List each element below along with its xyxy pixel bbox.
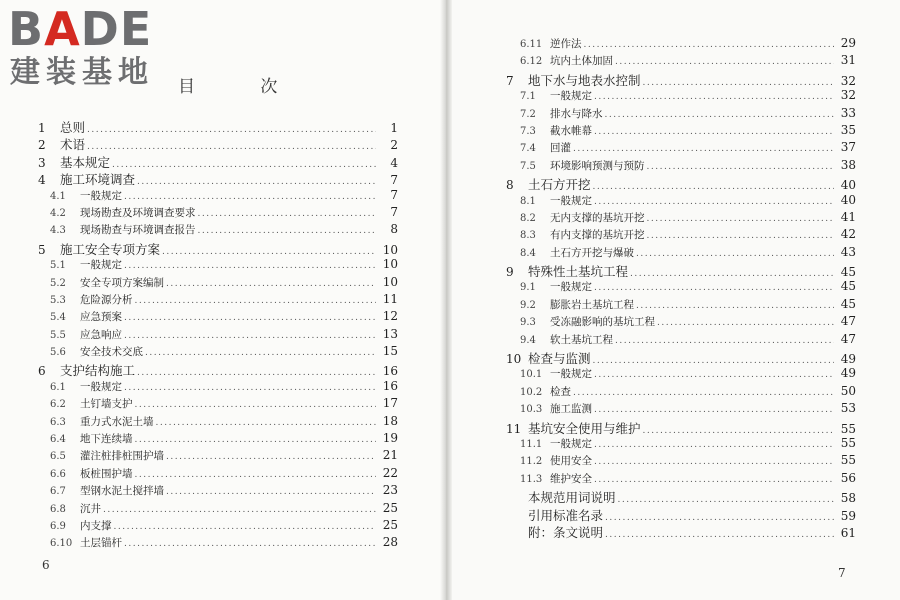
toc-entry[interactable]: [506, 123, 856, 140]
toc-dot-leader: [594, 197, 834, 207]
toc-entry-title: 有内支撑的基坑开挖: [550, 229, 645, 242]
toc-entry-number: 7.1: [520, 91, 536, 103]
toc-entry-number: 6.7: [50, 486, 66, 498]
toc-dot-leader: [657, 318, 834, 328]
toc-entry-title: 逆作法: [550, 38, 582, 50]
toc-entry-title: 受冻融影响的基坑工程: [550, 316, 655, 329]
toc-entry-title: 危险源分析: [80, 293, 133, 306]
toc-entry-title: 使用安全: [550, 455, 592, 468]
toc-entry-page: 17: [382, 396, 398, 411]
toc-entry-page: 45: [840, 296, 856, 311]
toc-entry-number: 8.3: [520, 230, 536, 242]
toc-entry-title: 地下连续墙: [80, 433, 133, 446]
toc-entry-page: 58: [840, 491, 856, 506]
toc-entry-page: 42: [840, 227, 856, 242]
toc-dot-leader: [137, 368, 376, 378]
toc-entry-page: 47: [840, 331, 856, 346]
toc-entry[interactable]: [38, 327, 398, 344]
toc-entry[interactable]: [506, 401, 856, 418]
toc-entry[interactable]: [506, 453, 856, 470]
toc-entry-page: 10: [382, 274, 398, 289]
toc-dot-leader: [112, 160, 376, 170]
toc-entry-page: 7: [390, 187, 398, 202]
toc-entry-page: 29: [840, 36, 856, 50]
toc-entry-page: 16: [382, 378, 398, 393]
toc-entry-page: 7: [390, 173, 398, 188]
toc-entry-page: 31: [840, 53, 856, 68]
toc-dot-leader: [630, 269, 834, 279]
toc-entry-number: 10.2: [520, 386, 543, 398]
toc-entry-number: 6.1: [50, 381, 66, 393]
toc-dot-leader: [137, 177, 376, 187]
toc-entry[interactable]: [38, 483, 398, 500]
toc-entry-page: 10: [382, 257, 398, 272]
toc-entry[interactable]: [38, 448, 398, 465]
toc-entry-page: 32: [840, 73, 856, 88]
toc-entry[interactable]: [506, 227, 856, 244]
toc-entry-title: 总则: [60, 120, 86, 135]
toc-entry-page: 49: [840, 366, 856, 381]
toc-entry-page: 37: [840, 140, 856, 155]
toc-entry-page: 13: [382, 326, 398, 341]
toc-entry-page: 47: [840, 314, 856, 329]
toc-entry-page: 55: [840, 421, 856, 436]
toc-entry[interactable]: [38, 118, 398, 135]
toc-entry-page: 21: [382, 448, 398, 463]
toc-entry[interactable]: [38, 309, 398, 326]
toc-dot-leader: [605, 513, 834, 523]
toc-entry-title: 检查: [550, 385, 571, 398]
toc-dot-leader: [593, 182, 834, 192]
toc-entry-number: 8.1: [520, 195, 536, 207]
toc-entry-number: 6.9: [50, 520, 66, 532]
toc-entry-title: 膨胀岩土基坑工程: [550, 298, 634, 311]
toc-entry-page: 23: [382, 483, 398, 498]
toc-entry[interactable]: [38, 275, 398, 292]
toc-dot-leader: [135, 435, 377, 445]
toc-entry-number: 2: [38, 138, 46, 153]
toc-entry-number: 6.4: [50, 434, 66, 446]
toc-dot-leader: [594, 370, 834, 380]
toc-dot-leader: [156, 418, 377, 428]
toc-dot-leader: [87, 125, 376, 135]
toc-entry[interactable]: [38, 466, 398, 483]
toc-entry-title: 一般规定: [80, 189, 122, 202]
toc-entry-title: 施工安全专项方案: [60, 241, 161, 257]
toc-entry-number: 10.3: [520, 404, 543, 416]
toc-entry-number: 10.1: [520, 369, 543, 381]
toc-dot-leader: [605, 530, 834, 540]
toc-entry[interactable]: [506, 279, 856, 296]
toc-entry-page: 25: [382, 517, 398, 532]
toc-entry[interactable]: [38, 396, 398, 413]
toc-entry-title: 地下水与地表水控制: [528, 72, 641, 88]
toc-entry[interactable]: [506, 140, 856, 157]
toc-entry-page: 11: [382, 291, 398, 306]
toc-entry-title: 附：条文说明: [528, 524, 604, 540]
toc-entry[interactable]: [506, 488, 856, 505]
toc-entry-title: 板桩围护墙: [80, 467, 133, 480]
toc-entry-number: 6.12: [520, 56, 543, 68]
toc-dot-leader: [573, 144, 834, 154]
toc-entry-page: 59: [840, 508, 856, 523]
toc-entry-number: 11.2: [520, 456, 543, 468]
toc-entry-title: 本规范用词说明: [528, 490, 616, 506]
toc-dot-leader: [135, 296, 377, 306]
toc-dot-leader: [124, 331, 376, 341]
page-number-right: 7: [838, 566, 846, 580]
toc-dot-leader: [594, 283, 834, 293]
toc-dot-leader: [198, 226, 377, 236]
toc-dot-leader: [584, 40, 835, 50]
toc-entry-page: 19: [382, 431, 398, 446]
toc-entry-title: 安全专项方案编制: [80, 276, 164, 289]
toc-dot-leader: [636, 249, 834, 259]
toc-entry[interactable]: [38, 222, 398, 239]
toc-entry-title: 坑内土体加固: [550, 55, 613, 68]
toc-entry-title: 一般规定: [550, 281, 592, 294]
toc-entry-number: 5.4: [50, 312, 66, 324]
toc-dot-leader: [594, 475, 834, 485]
toc-entry-title: 一般规定: [550, 368, 592, 381]
toc-entry-page: 55: [840, 453, 856, 468]
toc-dot-leader: [647, 162, 835, 172]
toc-entry-title: 应急响应: [80, 328, 122, 341]
toc-entry-title: 重力式水泥土墙: [80, 415, 154, 428]
toc-dot-leader: [124, 539, 376, 549]
toc-entry-title: 内支撑: [80, 519, 112, 532]
toc-entry-page: 53: [840, 401, 856, 416]
toc-entry-page: 49: [840, 352, 856, 367]
toc-entry[interactable]: [506, 419, 856, 436]
toc-entry-title: 一般规定: [550, 90, 592, 103]
toc-dot-leader: [124, 383, 376, 393]
toc-entry-number: 6: [38, 364, 46, 379]
toc-entry[interactable]: [38, 205, 398, 222]
toc-entry[interactable]: [506, 158, 856, 175]
toc-entry[interactable]: [506, 436, 856, 453]
toc-entry[interactable]: [506, 384, 856, 401]
toc-entry-title: 软土基坑工程: [550, 333, 613, 346]
toc-entry-page: 55: [840, 435, 856, 450]
toc-entry-title: 沉井: [80, 502, 101, 515]
toc-entry-number: 11: [506, 421, 522, 436]
toc-entry-title: 应急预案: [80, 311, 122, 324]
toc-entry[interactable]: [506, 523, 856, 540]
toc-entry[interactable]: [506, 53, 856, 70]
toc-entry-title: 安全技术交底: [80, 346, 143, 359]
toc-entry[interactable]: [506, 36, 856, 53]
toc-entry-page: 28: [382, 535, 398, 550]
toc-entry-number: 4.1: [50, 190, 66, 202]
toc-entry[interactable]: [506, 349, 856, 366]
toc-entry-page: 38: [840, 157, 856, 172]
toc-entry-number: 8: [506, 178, 514, 193]
toc-entry-page: 50: [840, 383, 856, 398]
toc-entry-title: 支护结构施工: [60, 363, 136, 379]
toc-dot-leader: [618, 495, 834, 505]
toc-entry-page: 8: [390, 222, 398, 237]
toc-entry-number: 5.5: [50, 329, 66, 341]
toc-entry-title: 回灌: [550, 142, 571, 155]
page-number-left: 6: [42, 558, 50, 572]
toc-entry-number: 7: [506, 73, 514, 88]
toc-dot-leader: [615, 336, 834, 346]
toc-entry-title: 环境影响预测与预防: [550, 159, 645, 172]
toc-list-left: [38, 118, 398, 553]
toc-dot-leader: [124, 192, 376, 202]
logo-subtitle: 建装基地: [10, 55, 154, 90]
toc-entry-number: 7.3: [520, 125, 536, 137]
toc-entry[interactable]: [38, 188, 398, 205]
toc-entry[interactable]: [38, 501, 398, 518]
toc-entry-title: 现场勘查及环境调查要求: [80, 206, 196, 219]
toc-entry-page: 10: [382, 242, 398, 257]
toc-dot-leader: [198, 209, 377, 219]
toc-entry-page: 40: [840, 192, 856, 207]
toc-entry-title: 检查与监测: [528, 351, 591, 367]
toc-entry-number: 8.2: [520, 212, 536, 224]
toc-list-right: [506, 36, 856, 540]
toc-entry-number: 4.3: [50, 225, 66, 237]
toc-entry-number: 6.8: [50, 503, 66, 515]
toc-entry[interactable]: [506, 175, 856, 192]
toc-entry-number: 8.4: [520, 247, 536, 259]
toc-entry[interactable]: [38, 135, 398, 152]
toc-entry[interactable]: [506, 193, 856, 210]
toc-entry[interactable]: [38, 535, 398, 552]
toc-entry-page: 45: [840, 279, 856, 294]
toc-entry-title: 一般规定: [550, 437, 592, 450]
toc-dot-leader: [615, 57, 834, 67]
toc-entry[interactable]: [506, 262, 856, 279]
toc-entry-page: 43: [840, 244, 856, 259]
toc-entry-number: 5.2: [50, 277, 66, 289]
toc-entry-title: 土钉墙支护: [80, 398, 133, 411]
toc-entry[interactable]: [506, 88, 856, 105]
toc-dot-leader: [643, 426, 834, 436]
toc-entry-number: 5: [38, 242, 46, 257]
toc-dot-leader: [594, 127, 834, 137]
toc-dot-leader: [643, 78, 834, 88]
toc-dot-leader: [166, 452, 376, 462]
toc-entry-title: 一般规定: [80, 259, 122, 272]
toc-entry[interactable]: [38, 361, 398, 378]
toc-entry[interactable]: [38, 292, 398, 309]
toc-entry-page: 32: [840, 88, 856, 103]
toc-entry-page: 45: [840, 265, 856, 280]
toc-entry-number: 7.4: [520, 143, 536, 155]
toc-dot-leader: [103, 505, 376, 515]
toc-entry-page: 1: [390, 121, 398, 135]
logo-wordmark: BADE: [8, 2, 153, 56]
toc-entry[interactable]: [38, 240, 398, 257]
toc-dot-leader: [135, 470, 377, 480]
toc-dot-leader: [166, 279, 376, 289]
toc-entry[interactable]: [506, 297, 856, 314]
toc-entry-page: 61: [840, 525, 856, 540]
toc-dot-leader: [114, 522, 377, 532]
toc-entry-number: 5.6: [50, 347, 66, 359]
toc-entry-number: 7.2: [520, 108, 536, 120]
toc-entry[interactable]: [506, 332, 856, 349]
toc-entry-number: 4: [38, 173, 46, 188]
toc-entry[interactable]: [38, 431, 398, 448]
toc-entry-title: 型钢水泥土搅拌墙: [80, 485, 164, 498]
toc-entry-number: 3: [38, 155, 46, 170]
toc-entry[interactable]: [506, 366, 856, 383]
toc-entry-page: 15: [382, 344, 398, 359]
toc-entry-title: 无内支撑的基坑开挖: [550, 211, 645, 224]
toc-dot-leader: [605, 110, 835, 120]
toc-entry-number: 11.3: [520, 473, 543, 485]
toc-entry-title: 基坑安全使用与维护: [528, 420, 641, 436]
toc-dot-leader: [124, 313, 376, 323]
toc-dot-leader: [594, 92, 834, 102]
toc-entry[interactable]: [506, 506, 856, 523]
toc-entry-page: 18: [382, 413, 398, 428]
toc-entry[interactable]: [38, 153, 398, 170]
toc-entry[interactable]: [506, 71, 856, 88]
toc-entry-number: 6.11: [520, 39, 543, 50]
toc-dot-leader: [145, 348, 376, 358]
toc-entry-number: 6.2: [50, 399, 66, 411]
toc-entry-title: 基本规定: [60, 154, 111, 170]
toc-entry-page: 2: [390, 138, 398, 153]
toc-dot-leader: [593, 356, 834, 366]
toc-entry-title: 施工环境调查: [60, 172, 136, 188]
toc-dot-leader: [636, 301, 834, 311]
bade-logo: [8, 4, 178, 94]
toc-entry[interactable]: [506, 245, 856, 262]
toc-entry-page: 7: [390, 204, 398, 219]
toc-entry-page: 56: [840, 470, 856, 485]
toc-entry-number: 6.6: [50, 468, 66, 480]
toc-entry-number: 9.3: [520, 317, 536, 329]
toc-entry-page: 25: [382, 500, 398, 515]
toc-entry-title: 术语: [60, 137, 86, 153]
toc-dot-leader: [166, 487, 376, 497]
toc-entry-number: 5.1: [50, 260, 66, 272]
toc-entry[interactable]: [38, 170, 398, 187]
toc-entry-number: 9.4: [520, 334, 536, 346]
toc-entry-title: 引用标准名录: [528, 507, 604, 523]
toc-entry-page: 40: [840, 178, 856, 193]
toc-entry[interactable]: [38, 379, 398, 396]
toc-entry[interactable]: [38, 257, 398, 274]
toc-entry-number: 6.3: [50, 416, 66, 428]
toc-dot-leader: [594, 457, 834, 467]
toc-entry[interactable]: [506, 314, 856, 331]
toc-entry-page: 22: [382, 465, 398, 480]
toc-entry-title: 一般规定: [550, 194, 592, 207]
toc-entry-number: 11.1: [520, 438, 543, 450]
toc-entry-page: 35: [840, 122, 856, 137]
toc-entry[interactable]: [506, 106, 856, 123]
toc-entry-number: 4.2: [50, 207, 66, 219]
toc-dot-leader: [87, 142, 376, 152]
toc-dot-leader: [594, 440, 834, 450]
toc-entry-title: 一般规定: [80, 380, 122, 393]
toc-entry-page: 41: [840, 209, 856, 224]
toc-entry-title: 土石方开挖与爆破: [550, 246, 634, 259]
book-gutter: [440, 0, 452, 600]
toc-dot-leader: [594, 405, 834, 415]
toc-entry-number: 6.5: [50, 451, 66, 463]
toc-entry-page: 4: [390, 155, 398, 170]
toc-dot-leader: [135, 400, 377, 410]
toc-entry-number: 9.1: [520, 282, 536, 294]
toc-dot-leader: [573, 388, 834, 398]
toc-entry-title: 排水与降水: [550, 107, 603, 120]
toc-entry-title: 施工监测: [550, 403, 592, 416]
toc-entry[interactable]: [38, 344, 398, 361]
toc-entry-title: 土层锚杆: [80, 537, 122, 550]
toc-dot-leader: [647, 231, 835, 241]
toc-dot-leader: [647, 214, 835, 224]
toc-entry-number: 10: [506, 352, 522, 367]
toc-entry-number: 9.2: [520, 299, 536, 311]
toc-entry-number: 6.10: [50, 538, 73, 550]
toc-entry-title: 土石方开挖: [528, 177, 591, 193]
toc-entry-title: 现场勘查与环境调查报告: [80, 224, 196, 237]
toc-entry-title: 截水帷幕: [550, 124, 592, 137]
toc-entry-page: 33: [840, 105, 856, 120]
toc-entry[interactable]: [506, 471, 856, 488]
toc-entry-number: 5.3: [50, 294, 66, 306]
toc-entry-number: 7.5: [520, 160, 536, 172]
toc-entry[interactable]: [38, 518, 398, 535]
toc-entry-title: 特殊性土基坑工程: [528, 264, 629, 280]
toc-entry[interactable]: [38, 414, 398, 431]
toc-entry[interactable]: [506, 210, 856, 227]
toc-dot-leader: [162, 247, 376, 257]
toc-title: 目 次: [178, 77, 308, 97]
toc-entry-number: 9: [506, 265, 514, 280]
toc-entry-page: 12: [382, 309, 398, 324]
toc-entry-page: 16: [382, 364, 398, 379]
toc-entry-title: 灌注桩排桩围护墙: [80, 450, 164, 463]
toc-dot-leader: [124, 261, 376, 271]
toc-entry-title: 维护安全: [550, 472, 592, 485]
toc-entry-number: 1: [38, 121, 46, 135]
